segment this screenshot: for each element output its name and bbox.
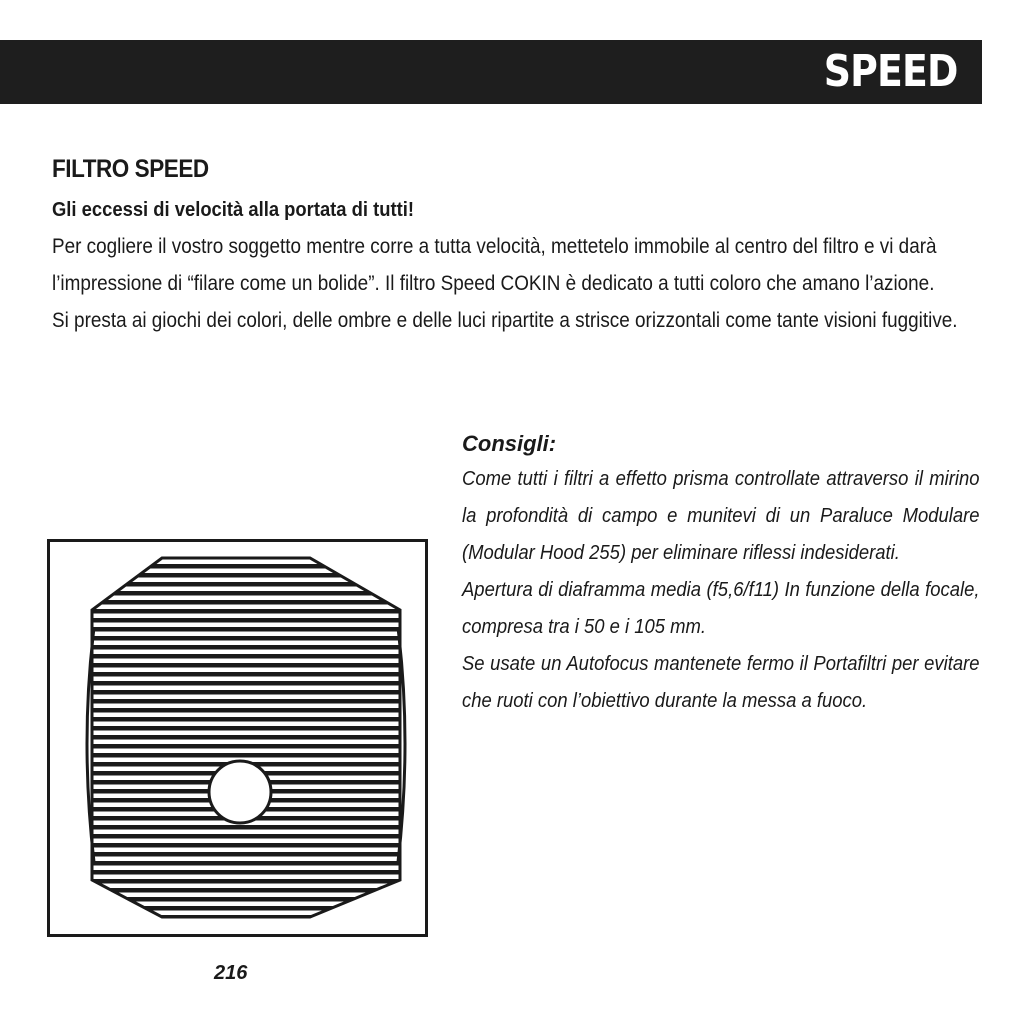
section-subtitle: Gli eccessi di velocità alla portata di tutti! — [52, 199, 414, 221]
filter-stripe — [86, 843, 406, 848]
filter-stripe — [86, 726, 406, 731]
filter-stripe — [86, 888, 406, 893]
tip-2: Apertura di diaframma media (f5,6/f11) In funzione della focale, compresa tra i 50 e i 105 mm. — [462, 578, 980, 638]
tips-section — [462, 428, 982, 719]
filter-stripe — [86, 672, 406, 677]
filter-stripe — [86, 690, 406, 695]
filter-stripe — [86, 681, 406, 686]
body-paragraph-1: Per cogliere il vostro soggetto mentre corre a tutta velocità, mettetelo immobile al centro del filtro e vi darà l’impressione di “filare come un bolide”. Il filtro Speed COKIN è dedicato a tutti coloro che amano l’azione. — [52, 235, 937, 295]
filter-stripe — [86, 735, 406, 740]
filter-stripe — [86, 573, 406, 578]
filter-stripe — [86, 699, 406, 704]
filter-stripe — [86, 825, 406, 830]
tips-title: Consigli: — [462, 431, 557, 456]
filter-stripe — [86, 627, 406, 632]
filter-stripe — [86, 852, 406, 857]
header-title: SPEED — [824, 46, 958, 97]
filter-stripe — [86, 717, 406, 722]
filter-stripe — [86, 645, 406, 650]
speed-filter-illustration — [47, 539, 428, 937]
filter-stripe — [86, 618, 406, 623]
filter-center-hole — [209, 761, 271, 823]
filter-stripe — [86, 600, 406, 605]
filter-stripe — [86, 609, 406, 614]
section-title: FILTRO SPEED — [52, 155, 209, 183]
filter-stripe — [86, 834, 406, 839]
filter-stripe — [86, 591, 406, 596]
tip-3: Se usate un Autofocus mantenete fermo il Portafiltri per evitare che ruoti con l’obiettivo durante la messa a fuoco. — [462, 652, 980, 712]
filter-stripe — [86, 753, 406, 758]
filter-stripes — [86, 564, 406, 920]
filter-stripe — [86, 564, 406, 569]
body-paragraph-2: Si presta ai giochi dei colori, delle ombre e delle luci ripartite a strisce orizzontali come tante visioni fuggitive. — [52, 309, 958, 332]
filter-stripe — [86, 663, 406, 668]
tips-body — [462, 460, 980, 719]
filter-stripe — [86, 906, 406, 911]
filter-stripe — [86, 870, 406, 875]
filter-stripe — [86, 708, 406, 713]
filter-stripe — [86, 744, 406, 749]
tip-1: Come tutti i filtri a effetto prisma controllate attraverso il mirino la profondità di campo e munitevi di un Paraluce Modulare (Modular Hood 255) per eliminare riflessi indesiderati. — [462, 467, 980, 564]
page-number: 216 — [214, 962, 248, 984]
filter-stripe — [86, 654, 406, 659]
filter-stripe — [86, 636, 406, 641]
filter-stripe — [86, 879, 406, 884]
filter-stripe — [86, 861, 406, 866]
header-bar — [0, 40, 982, 104]
body-text — [52, 228, 979, 339]
